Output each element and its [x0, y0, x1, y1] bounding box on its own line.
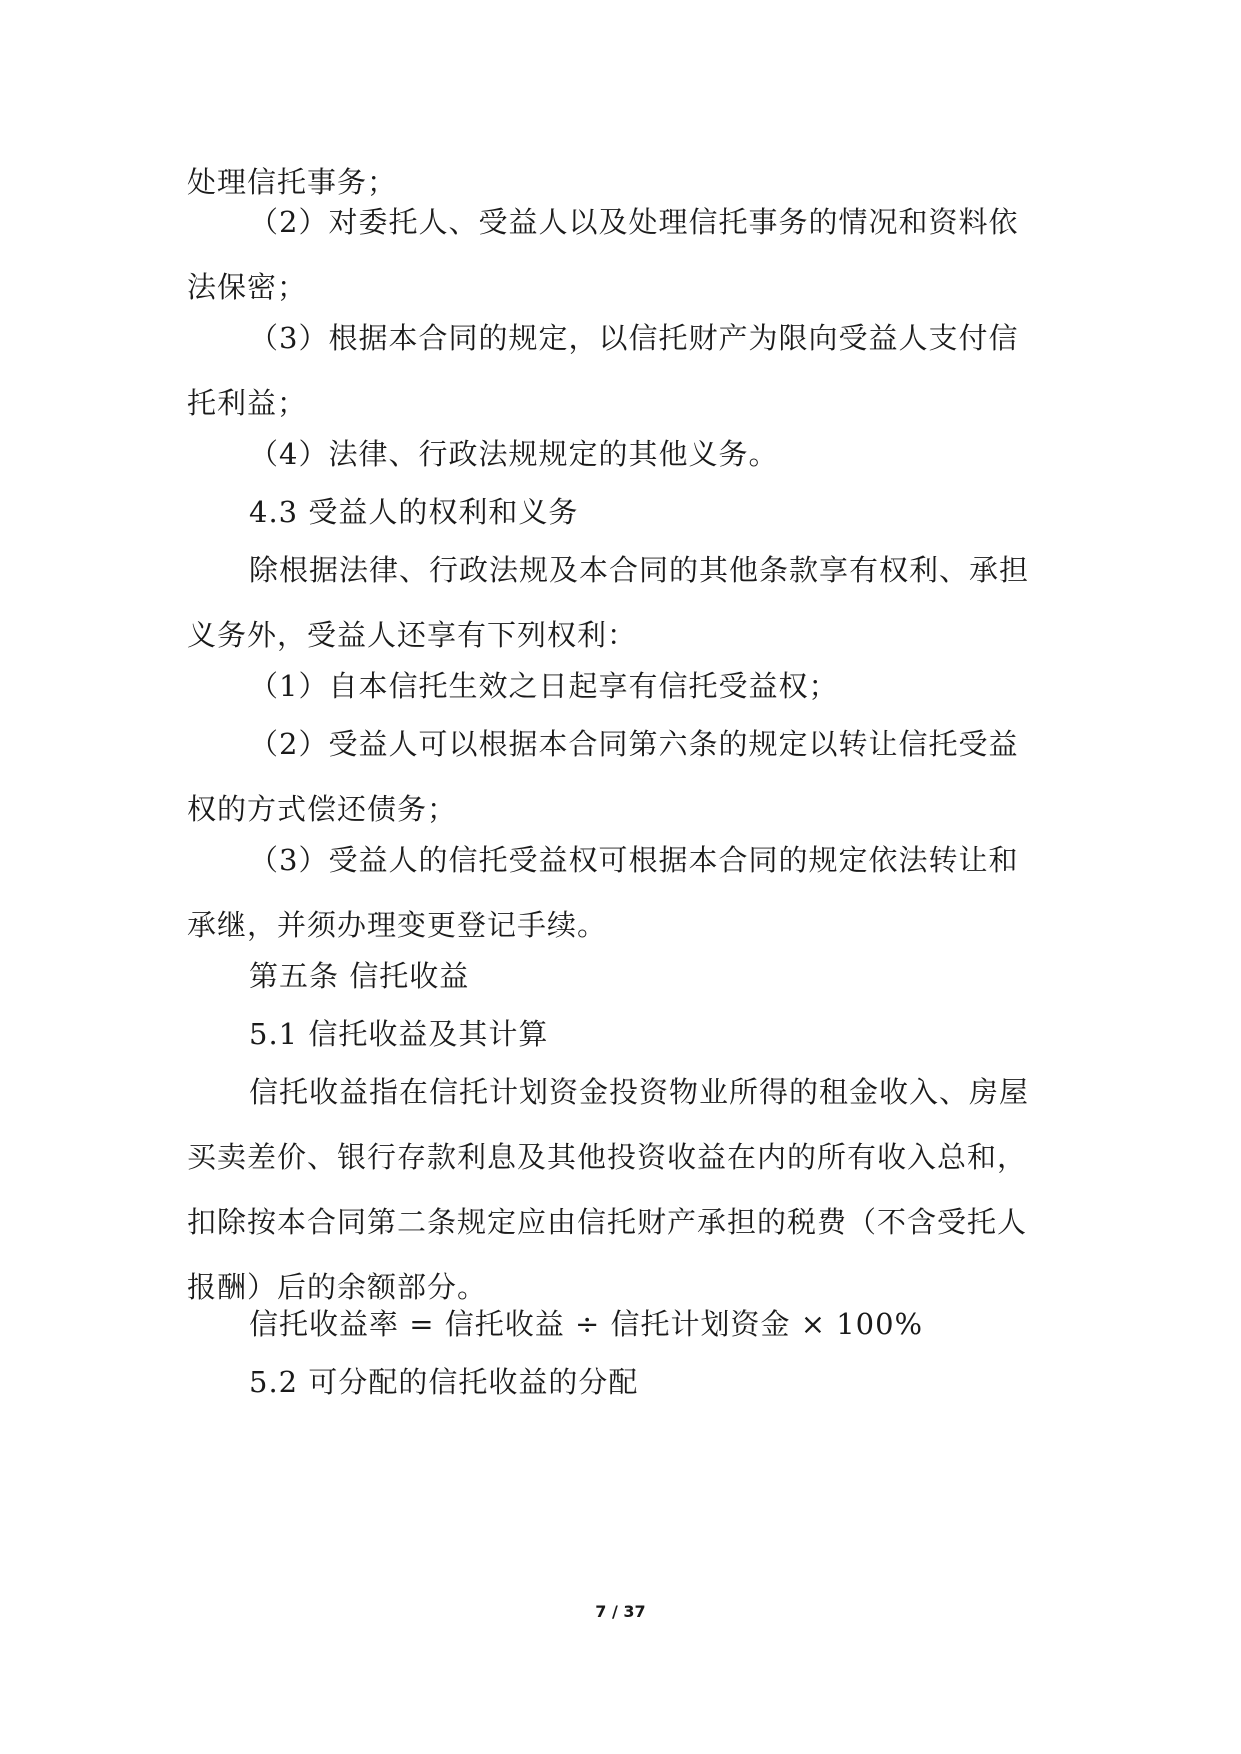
text-line: 报酬）后的余额部分。	[187, 1270, 488, 1304]
formula-line	[187, 1292, 1057, 1357]
text-line: 承继，并须办理变更登记手续。	[187, 908, 608, 942]
paragraph-12	[187, 1060, 1057, 1320]
paragraph-8	[187, 712, 1057, 842]
text-line: 除根据法律、行政法规及本合同的其他条款享有权利、承担	[249, 553, 1030, 587]
section-heading-5-2	[187, 1350, 1057, 1415]
section-heading-5-1	[187, 1002, 1057, 1067]
text-line: 第五条 信托收益	[249, 959, 470, 993]
text-line: 信托收益率 = 信托收益 ÷ 信托计划资金 × 100%	[249, 1307, 924, 1341]
paragraph-3	[187, 306, 1057, 436]
section-heading-4-3	[187, 480, 1057, 545]
paragraph-6	[187, 538, 1057, 668]
page-number: 7 / 37	[595, 1602, 646, 1621]
text-line: 买卖差价、银行存款利息及其他投资收益在内的所有收入总和，	[187, 1140, 1028, 1174]
text-line: 法保密；	[187, 270, 308, 304]
text-line: 托利益；	[187, 386, 308, 420]
text-line: （3）受益人的信托受益权可根据本合同的规定依法转让和	[249, 843, 1019, 877]
text-line: 信托收益指在信托计划资金投资物业所得的租金收入、房屋	[249, 1075, 1030, 1109]
text-line: 义务外，受益人还享有下列权利：	[187, 618, 638, 652]
text-line: （2）对委托人、受益人以及处理信托事务的情况和资料依	[249, 205, 1019, 239]
text-line: 权的方式偿还债务；	[187, 792, 458, 826]
paragraph-7	[187, 654, 1057, 719]
text-line: 5.1 信托收益及其计算	[249, 1017, 549, 1051]
paragraph-2	[187, 190, 1057, 320]
text-line: （2）受益人可以根据本合同第六条的规定以转让信托受益	[249, 727, 1019, 761]
text-line: 处理信托事务；	[187, 165, 398, 199]
text-line: （4）法律、行政法规规定的其他义务。	[249, 437, 779, 471]
paragraph-4	[187, 422, 1057, 487]
text-line: （3）根据本合同的规定，以信托财产为限向受益人支付信	[249, 321, 1019, 355]
text-line: 5.2 可分配的信托收益的分配	[249, 1365, 639, 1399]
article-heading-5	[187, 944, 1057, 1009]
paragraph-9	[187, 828, 1057, 958]
text-line: 4.3 受益人的权利和义务	[249, 495, 579, 529]
text-line: 扣除按本合同第二条规定应由信托财产承担的税费（不含受托人	[187, 1205, 1028, 1239]
text-line: （1）自本信托生效之日起享有信托受益权；	[249, 669, 839, 703]
